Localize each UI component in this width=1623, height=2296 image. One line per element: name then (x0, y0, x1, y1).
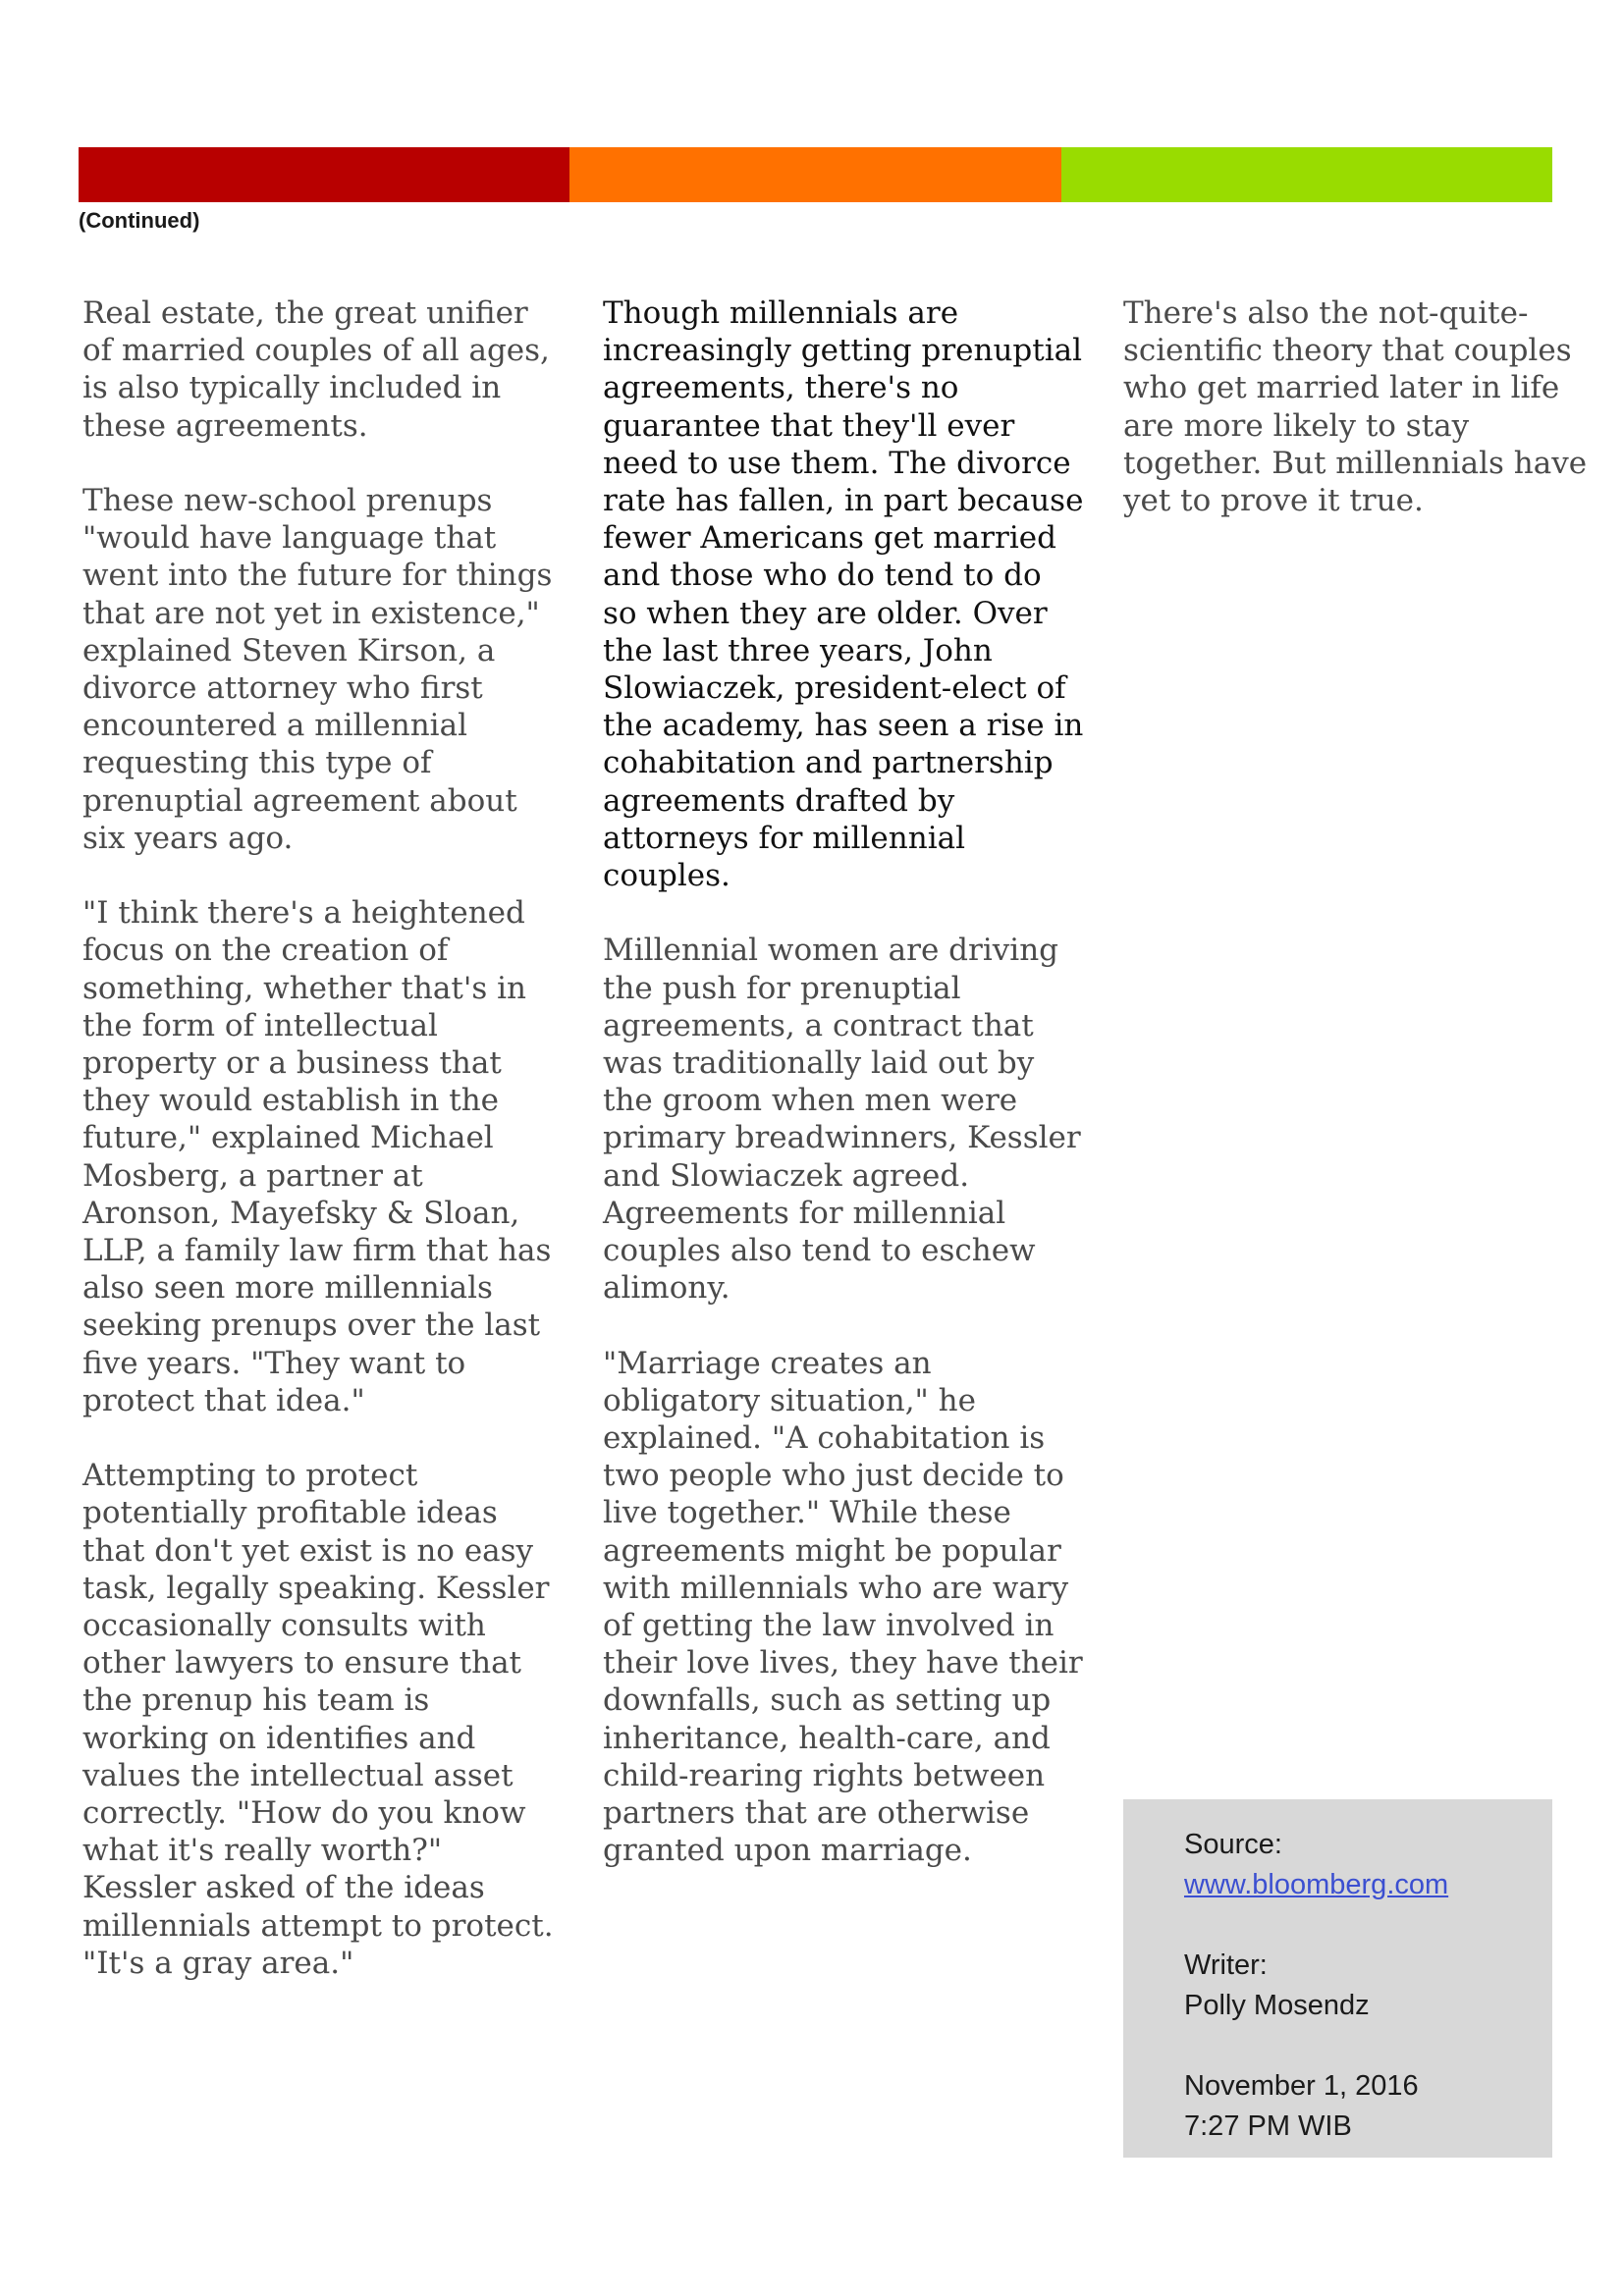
spacer (1184, 2026, 1552, 2066)
source-link[interactable]: www.bloomberg.com (1184, 1869, 1449, 1900)
publish-time: 7:27 PM WIB (1184, 2110, 1352, 2142)
article-paragraph: Real estate, the great unifier of married couples of all ages, is also typically included in these agreements. (82, 295, 550, 444)
publish-date: November 1, 2016 (1184, 2070, 1419, 2102)
article-paragraph: Attempting to protect potentially profitable ideas that don't yet exist is no easy task, legally speaking. Kessler occasionally consults with other lawyers to ensure that the prenup his team is working on identifies and values the intellectual asset correctly. "How do you know what it's really worth?" Kessler asked of the ideas millennials attempt to protect. "It's a gray area." (82, 1458, 554, 1981)
writer-label: Writer: (1184, 1949, 1268, 1981)
source-label: Source: (1184, 1829, 1282, 1860)
color-bar-green (1061, 147, 1552, 202)
writer-name: Polly Mosendz (1184, 1990, 1370, 2021)
article-column-1 (82, 294, 564, 2019)
spacer (1184, 1905, 1552, 1946)
color-bar-orange (569, 147, 1060, 202)
article-paragraph: There's also the not-quite-scientific theory that couples who get married later in life are more likely to stay together. But millennials have yet to prove it true. (1123, 295, 1588, 519)
article-paragraph: Though millennials are increasingly getting prenuptial agreements, there's no guarantee that they'll ever need to use them. The divorce rate has fallen, in part because fewer Americans get married and those who do tend to do so when they are older. Over the last three years, John Slowiaczek, president-elect of the academy, has seen a rise in cohabitation and partnership agreements drafted by attorneys for millennial couples. (603, 295, 1084, 894)
article-paragraph: "I think there's a heightened focus on the creation of something, whether that's in the form of intellectual property or a business that they would establish in the future," explained Michael Mosberg, a partner at Aronson, Mayefsky & Sloan, LLP, a family law firm that has also seen more millennials seeking prenups over the last five years. "They want to protect that idea." (82, 895, 552, 1418)
article-paragraph: "Marriage creates an obligatory situation," he explained. "A cohabitation is two people who just decide to live together." While these agreements might be popular with millennials who are wary of getting the law involved in their love lives, they have their downfalls, such as setting up inheritance, health-care, and child-rearing rights between partners that are otherwise granted upon marriage. (603, 1345, 1083, 1869)
header-color-bar (79, 147, 1552, 202)
article-paragraph: Millennial women are driving the push for prenuptial agreements, a contract that was traditionally laid out by the groom when men were primary breadwinners, Kessler and Slowiaczek agreed. Agreements for millennial couples also tend to eschew alimony. (603, 933, 1081, 1307)
article-column-2 (603, 294, 1084, 1907)
source-info-box (1123, 1799, 1552, 2158)
article-column-3 (1123, 294, 1604, 557)
color-bar-red (79, 147, 569, 202)
article-paragraph: These new-school prenups "would have language that went into the future for things that are not yet in existence," explained Steven Kirson, a divorce attorney who first encountered a millennial requesting this type of prenuptial agreement about six years ago. (82, 483, 553, 856)
continued-label: (Continued) (79, 208, 200, 233)
